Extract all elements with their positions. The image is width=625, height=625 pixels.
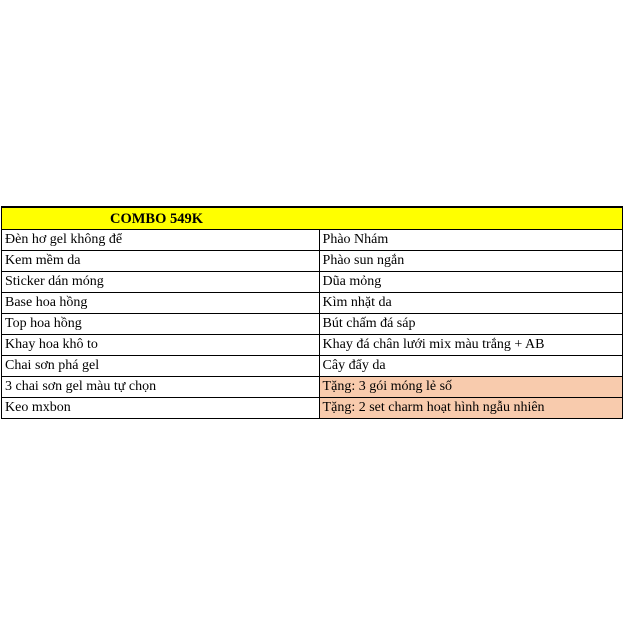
item-left: Khay hoa khô to <box>2 335 320 356</box>
table-row <box>2 251 623 272</box>
table-row <box>2 272 623 293</box>
combo-table <box>1 206 623 419</box>
table-row <box>2 356 623 377</box>
item-left: Chai sơn phá gel <box>2 356 320 377</box>
item-left: Base hoa hồng <box>2 293 320 314</box>
item-right: Phào Nhám <box>319 230 622 251</box>
table-row <box>2 335 623 356</box>
item-left: Top hoa hồng <box>2 314 320 335</box>
item-right: Bút chấm đá sáp <box>319 314 622 335</box>
item-right: Khay đá chân lưới mix màu trắng + AB <box>319 335 622 356</box>
item-left: Đèn hơ gel không để <box>2 230 320 251</box>
item-right: Phào sun ngắn <box>319 251 622 272</box>
item-left: Sticker dán móng <box>2 272 320 293</box>
table-row <box>2 314 623 335</box>
gift-cell: Tặng: 3 gói móng lẻ số <box>319 377 622 398</box>
combo-title-row <box>2 207 623 230</box>
item-left: Keo mxbon <box>2 398 320 419</box>
table-row <box>2 377 623 398</box>
item-right: Cây đẩy da <box>319 356 622 377</box>
table-row <box>2 230 623 251</box>
table-row <box>2 398 623 419</box>
table-row <box>2 293 623 314</box>
combo-title: COMBO 549K <box>2 207 623 230</box>
gift-cell: Tặng: 2 set charm hoạt hình ngẫu nhiên <box>319 398 622 419</box>
item-right: Dũa mỏng <box>319 272 622 293</box>
item-left: 3 chai sơn gel màu tự chọn <box>2 377 320 398</box>
item-right: Kìm nhặt da <box>319 293 622 314</box>
item-left: Kem mềm da <box>2 251 320 272</box>
